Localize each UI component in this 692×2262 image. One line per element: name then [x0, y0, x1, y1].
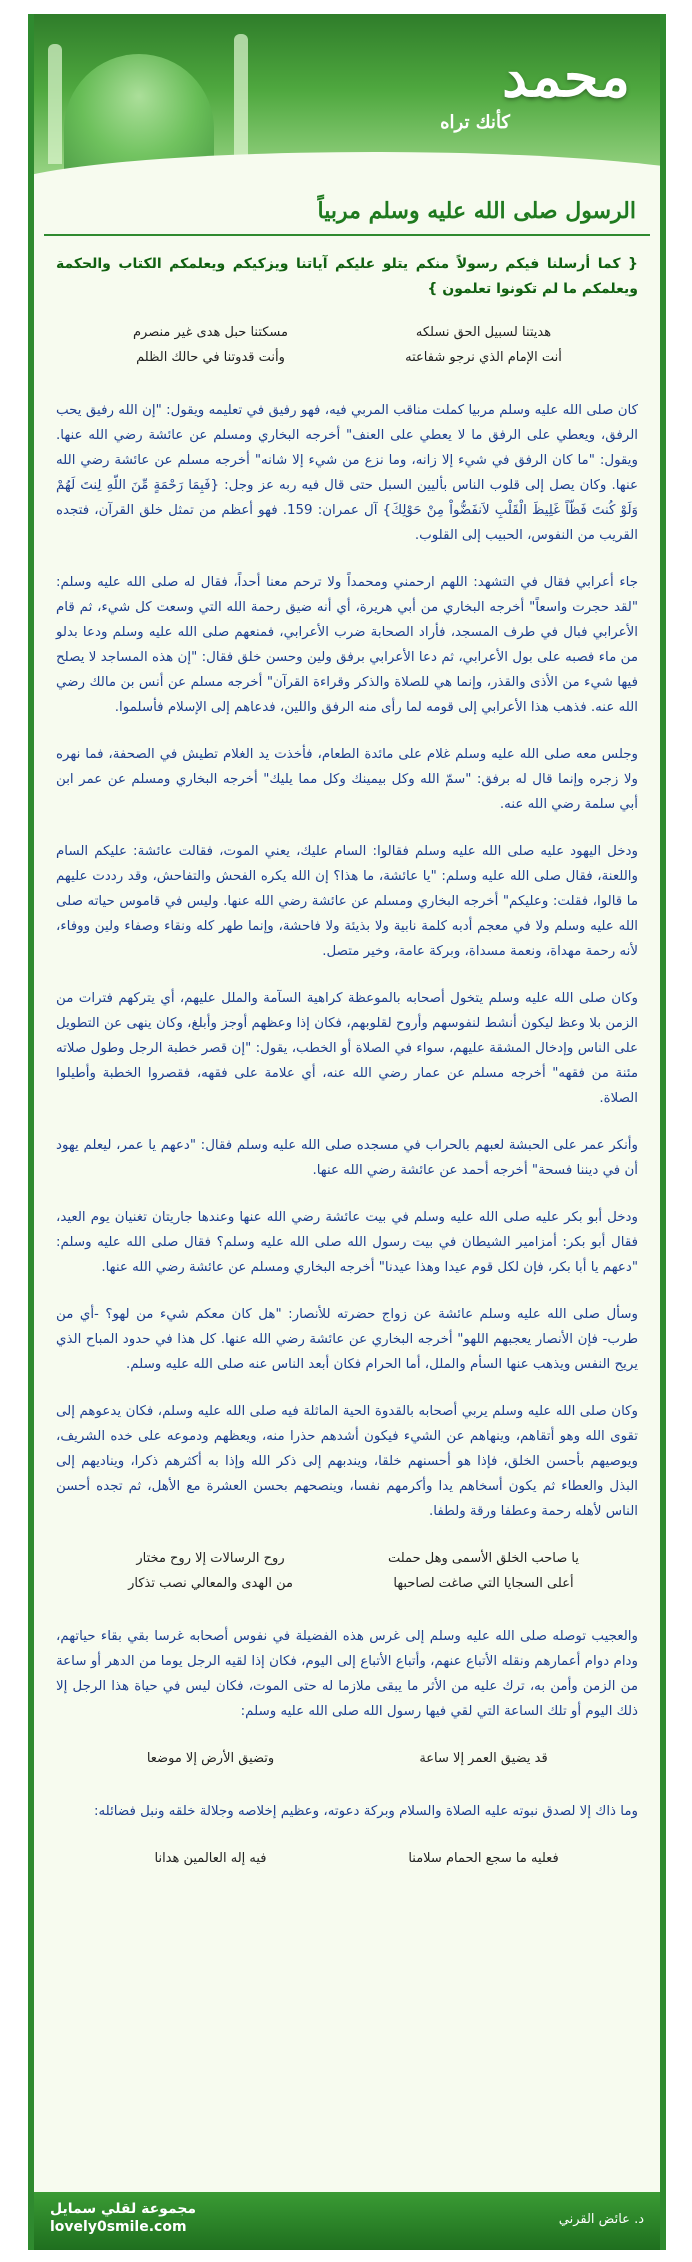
poem-line: يا صاحب الخلق الأسمى وهل حملت	[387, 1551, 580, 1566]
poem-line: أعلى السجايا التي صاغت لصاحبها	[393, 1576, 574, 1591]
minaret-image	[234, 34, 248, 164]
header-banner	[34, 14, 660, 184]
author-credit: د. عائض القرني	[558, 2212, 644, 2227]
paragraph: والعجيب توصله صلى الله عليه وسلم إلى غرس هذه الفضيلة في نفوس أصحابه غرسا بقي بقاء حياتهم، ودام دوام أعمارهم ونقله الأتباع عنهم، وأتباع الأتباع إلى اليوم، فكان إذا لقيه الرجل يوما من الدهر أو ساعة من الزمن وأمن به، ترك عليه من الأثر ما يبقى ملازما له حتى الموت، فكان ليس في حياة هذا الرجل إلا ذلك اليوم أو تلك الساعة التي لقي فيها رسول الله صلى الله عليه وسلم:	[56, 1629, 638, 1719]
paragraph: وكان صلى الله عليه وسلم يتخول أصحابه بالموعظة كراهية السآمة والملل عليهم، أي يتركهم فترات من الزمن بلا وعظ ليكون أنشط لنفوسهم وأروح لقلوبهم، فكان إذا وعظهم أوجز وأبلغ، وكان ينهى عن التطويل على الناس وإدخال المشقة عليهم، سواء في الصلاة أو الخطب، يقول: "إن قصر خطبة الرجل وطول صلاته مئنة من فقهه" أخرجه مسلم عن عمار رضي الله عنه، أي علامة على فقهه، فقصروا الخطبة وأطيلوا الصلاة.	[56, 991, 638, 1106]
poem-line: هديتنا لسبيل الحق نسلكه	[415, 325, 552, 340]
paragraph: وكان صلى الله عليه وسلم يربي أصحابه بالقدوة الحية الماثلة فيه صلى الله عليه وسلم، فكان يدعوهم إلى تقوى الله وهو أتقاهم، وينهاهم عن الشيء فيكون أشدهم حذرا منه، ويعظهم ودموعه على خده الشريف، ويوصيهم بأحسن الخلق، فإذا هو أحسنهم خلقا، ويندبهم إلى ذكر الله وإذا به أكثرهم ذكرا، ويناديهم إلى البذل والعطاء ثم يكون أسخاهم يدا وأكرمهم نفسا، وينصحهم بحسن العشرة مع الأهل، ثم تجده أحسن الناس لأهله رحمة وعطفا ورقة ولطفا.	[56, 1404, 638, 1519]
title-bar	[44, 192, 650, 236]
paragraph: ودخل أبو بكر عليه صلى الله عليه وسلم في بيت عائشة رضي الله عنها وعندها جاريتان تغنيان يوم العيد، فقال أبو بكر: أمزامير الشيطان في بيت رسول الله صلى الله عليه وسلم؟ فقال صلى الله عليه وسلم: "دعهم يا أبا بكر، فإن لكل قوم عيدا وهذا عيدنا" أخرجه البخاري ومسلم عن عائشة رضي الله عنها.	[56, 1210, 638, 1275]
site-url-link[interactable]: lovely0smile.com	[50, 2219, 187, 2235]
paragraph: وجلس معه صلى الله عليه وسلم غلام على مائدة الطعام، فأخذت يد الغلام تطيش في الصحفة، فما نهره ولا زجره وإنما قال له برفق: "سمّ الله وكل بيمينك وكل مما يليك" أخرجه البخاري ومسلم عن عمر ابن أبي سلمة رضي الله عنه.	[56, 747, 638, 812]
poem-block	[86, 1746, 608, 1771]
poem-line: قد يضيق العمر إلا ساعة	[419, 1751, 548, 1766]
poem-block	[86, 320, 608, 370]
article-body	[56, 252, 638, 1899]
poem-line: فعليه ما سجع الحمام سلامنا	[408, 1851, 559, 1866]
paragraph: وما ذاك إلا لصدق نبوته عليه الصلاة والسلام وبركة دعوته، وعظيم إخلاصه وجلالة خلقه ونبل فضائله:	[93, 1804, 638, 1819]
page-title: الرسول صلى الله عليه وسلم مربياً	[317, 198, 636, 224]
header-calligraphy: محمد	[502, 44, 630, 110]
paragraph: وأنكر عمر على الحبشة لعبهم بالحراب في مسجده صلى الله عليه وسلم فقال: "دعهم يا عمر، ليعلم يهود أن في ديننا فسحة" أخرجه أحمد عن عائشة رضي الله عنها.	[56, 1138, 638, 1178]
poem-line: مسكتنا حبل هدى غير منصرم	[132, 325, 288, 340]
poem-line: أنت الإمام الذي نرجو شفاعته	[405, 350, 562, 365]
footer-bar	[34, 2192, 660, 2250]
paragraph: ودخل اليهود عليه صلى الله عليه وسلم فقالوا: السام عليك، يعني الموت، فقالت عائشة: عليكم السام واللعنة، فقال صلى الله عليه وسلم: "يا عائشة، ما هذا؟ إن الله يكره الفحش والتفاحش، وقد رددت عليهم ما قالوا، فقلت: وعليكم" أخرجه البخاري ومسلم عن عائشة رضي الله عنها. وليس في قاموس حياته صلى الله عليه وسلم ولا في معجم أدبه كلمة نابية ولا بذيئة ولا فاحشة، وإنما طهر كله ونقاء وصفاء ولين ووفاء، لأنه رحمة مهداة، ونعمة مسداة، وبركة عامة، وخير متصل.	[56, 844, 638, 959]
poem-line: وتضيق الأرض إلا موضعا	[146, 1751, 275, 1766]
poem-block	[86, 1546, 608, 1596]
poem-line: وأنت قدوتنا في حالك الظلم	[136, 350, 285, 365]
poem-line: من الهدى والمعالي نصب تذكار	[128, 1576, 293, 1591]
poem-line: فيه إله العالمين هدانا	[154, 1851, 267, 1866]
minaret-image	[48, 44, 62, 164]
paragraph: جاء أعرابي فقال في التشهد: اللهم ارحمني ومحمداً ولا ترحم معنا أحداً، فقال له صلى الله عليه وسلم: "لقد حجرت واسعاً" أخرجه البخاري من أبي هريرة، أي أنه ضيق رحمة الله التي وسعت كل شيء، ثم قام الأعرابي فبال في طرف المسجد، فأراد الصحابة ضرب الأعرابي، فمنعهم صلى الله عليه وسلم ودعا بدلو من ماء فصبه على بول الأعرابي، ثم دعا الأعرابي برفق ولين وحسن خلق فقال: "إن هذه المساجد لا يصلح فيها شيء من الأذى والقذر، وإنما هي للصلاة والذكر وقراءة القرآن" أخرجه مسلم عن أنس بن مالك رضي الله عنه. فذهب هذا الأعرابي إلى قومه لما رأى منه الرفق واللين، فدعاهم إلى الإسلام فأسلموا.	[56, 575, 638, 715]
poem-block	[86, 1846, 608, 1871]
paragraph: وسأل صلى الله عليه وسلم عائشة عن زواج حضرته للأنصار: "هل كان معكم شيء من لهو؟ -أي من طرب- فإن الأنصار يعجبهم اللهو" أخرجه البخاري عن عائشة رضي الله عنها. كل هذا في حدود المباح الذي يريح النفس ويذهب عنها السأم والملل، أما الحرام فكان أبعد الناس عنه صلى الله عليه وسلم.	[56, 1307, 638, 1372]
footer-site	[50, 2200, 196, 2236]
paragraph: كان صلى الله عليه وسلم مربيا كملت مناقب المربي فيه، فهو رفيق في تعليمه ويقول: "إن الله رفيق يحب الرفق، ويعطي على الرفق ما لا يعطي على العنف" أخرجه البخاري ومسلم عن عائشة رضي الله عنها. ويقول: "ما كان الرفق في شيء إلا زانه، وما نزع من شيء إلا شانه" أخرجه مسلم عن عائشة رضي الله عنها. وكان يصل إلى قلوب الناس بأليين السبل حتى قال فيه ربه عز وجل: {فَبِمَا رَحْمَةٍ مِّنَ اللّهِ لِنتَ لَهُمْ وَلَوْ كُنتَ فَظّاً غَلِيظَ الْقَلْبِ لاَنفَضُّواْ مِنْ حَوْلِكَ} آل عمران: 159. فهو أعظم من تمثل خلق القرآن، فتجده القريب من النفوس، الحبيب إلى القلوب.	[56, 403, 639, 543]
page-frame	[28, 14, 666, 2250]
header-subtitle: كأنك تراه	[440, 112, 510, 133]
quran-verse: { كما أرسلنا فيكم رسولاً منكم يتلو عليكم آياتنا ويزكيكم ويعلمكم الكتاب والحكمة ويعلمكم ما لم تكونوا تعلمون }	[56, 256, 638, 297]
site-name: مجموعة لقلي سمايل	[50, 2201, 197, 2217]
poem-line: روح الرسالات إلا روح مختار	[136, 1551, 285, 1566]
